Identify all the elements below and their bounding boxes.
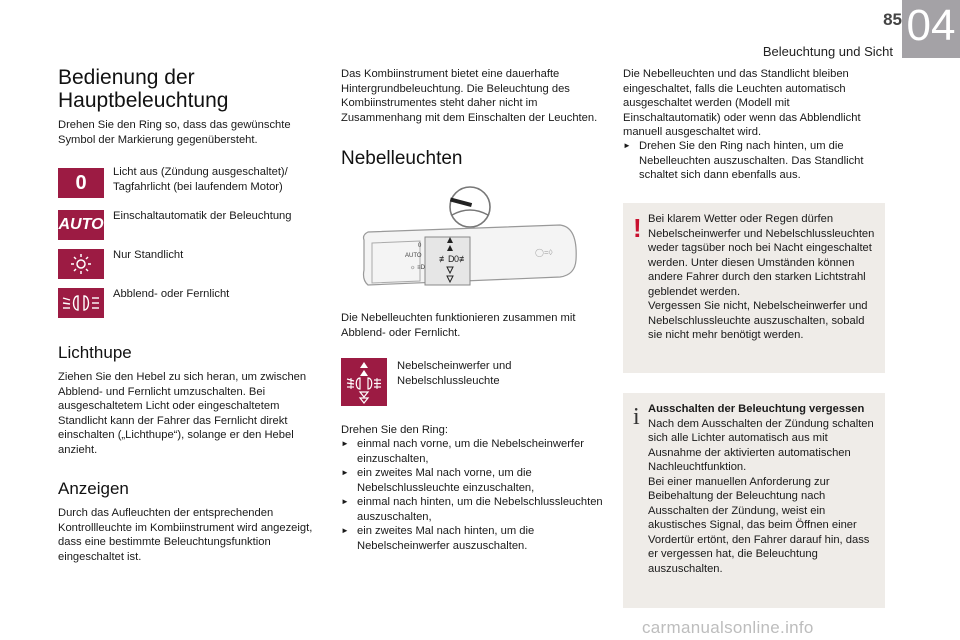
cluster-text: Das Kombiinstrument bietet eine dauerhafte Hintergrundbeleuchtung. Die Beleuchtung des Kombiinstrumentes steht daher nicht im Zusammenhang mit dem Einschalten der Leuchten. [341,68,598,124]
headlight-icon [58,288,104,318]
warning-paragraph: Bei klarem Wetter oder Regen dürfen Nebelscheinwerfer und Nebelschlussleuchten weder tagsüber noch bei Nacht eingeschaltet werden. Unter diesen Umständen können andere Fahrer durch den starken Lichtstrahl geblendet werden. [648,213,875,298]
auto-icon [58,210,104,240]
warning-text [648,212,880,343]
fog-description: Die Nebelleuchten funktionieren zusammen mit Abblend- oder Fernlicht. [341,312,576,339]
auto-icon-label: AUTO [58,216,104,233]
section-title-display: Anzeigen [58,479,129,498]
display-text: Durch das Aufleuchten der entsprechenden Kontrollleuchte im Kombiinstrument wird angezeigt, dass eine bestimmte Beleuchtungsfunktion eingeschaltet ist. [58,507,313,563]
warning-box [623,203,885,373]
main-lights-intro: Drehen Sie den Ring so, dass das gewünschte Symbol der Markierung gegenübersteht. [58,119,291,146]
ring-steps-list [341,437,603,553]
ring-intro: Drehen Sie den Ring: [341,424,448,436]
section-title-main-lights: Bedienung der Hauptbeleuchtung [58,66,229,112]
lever-zero-label: 0 [418,243,422,249]
fog-lights-glyph [344,360,384,404]
fog-item-text: Nebelscheinwerfer und Nebelschlussleuchte [397,360,512,387]
warning-icon: ! [633,213,642,243]
item-auto-lights: Einschaltautomatik der Beleuchtung [113,210,292,222]
item-headlights: Abblend- oder Fernlicht [113,288,230,300]
warning-paragraph: Vergessen Sie nicht, Nebelscheinwerfer und Nebelschlussleuchte auszuschalten, sobald sie nicht mehr benötigt werden. [648,300,868,341]
sidelight-glyph [69,253,93,275]
svg-text:≢D: ≢D [439,254,455,264]
info-paragraph: Nach dem Ausschalten der Zündung schalten sich alle Lichter automatisch aus mit Ausnahme der aktivierten automatischen Nachleuchtfunktion. [648,417,874,473]
chapter-title: Beleuchtung und Sicht [762,44,893,59]
zero-icon [58,168,104,198]
fog-off-step: ► Drehen Sie den Ring nach hinten, um die Nebelleuchten auszuschalten. Das Standlicht schaltet sich dann ebenfalls aus. [623,139,885,183]
svg-text:☼ ≡D: ☼ ≡D [410,265,425,271]
item-lights-off: Licht aus (Zündung ausgeschaltet)/ Tagfahrlicht (bei laufendem Motor) [113,166,288,193]
fog-off-steps [623,139,885,183]
section-title-flash: Lichthupe [58,343,132,362]
section-title-fog: Nebelleuchten [341,148,463,169]
watermark: carmanualsonline.info [642,618,814,637]
svg-text:0≢: 0≢ [454,254,469,264]
fog-lights-icon [341,358,387,406]
item-sidelights: Nur Standlicht [113,249,184,261]
lever-auto-label: AUTO [405,253,422,259]
info-box [623,393,885,608]
info-icon: i [633,404,640,430]
ring-step: ► ein zweites Mal nach vorne, um die Nebelschlussleuchte einzuschalten, [341,466,603,495]
lever-drawing [360,185,580,305]
ring-step: ► einmal nach hinten, um die Nebelschlussleuchten auszuschalten, [341,495,603,524]
ring-step: ► ein zweites Mal nach hinten, um die Nebelscheinwerfer auszuschalten. [341,524,603,553]
flash-text: Ziehen Sie den Hebel zu sich heran, um zwischen Abblend- und Fernlicht umzuschalten. Bei ausgeschaltetem Licht oder eingeschaltetem Standlicht kann der Fahrer das Fernlicht direkt einschalten („Lichthupe“), solange er den Hebel anzieht. [58,371,307,456]
fog-lever-illustration [360,185,580,310]
ring-step: ► einmal nach vorne, um die Nebelscheinwerfer einzuschalten, [341,437,603,466]
sidelight-icon [58,249,104,279]
fog-remain-text: Die Nebelleuchten und das Standlicht bleiben eingeschaltet, falls die Leuchten automatisch ausgeschaltet werden (Modell mit Einschaltautomatik) oder wenn das Abblendlicht manuell ausgeschaltet wird. [623,68,861,138]
info-text [648,402,880,576]
info-title: Ausschalten der Beleuchtung vergessen [648,403,865,415]
svg-text:◯=◊: ◯=◊ [535,248,553,257]
headlight-glyph [61,293,101,313]
zero-icon-label: 0 [75,171,87,194]
chapter-tab: 04 [902,0,960,58]
page-number: 85 [883,10,902,29]
info-paragraph: Bei einer manuellen Anforderung zur Beibehaltung der Beleuchtung nach Ausschalten der Zündung, weist ein akustisches Signal, das beim Öffnen einer Vordertür ertönt, den Fahrer darauf hin, dass er vergessen hat, die Beleuchtung auszuschalten. [648,475,870,575]
